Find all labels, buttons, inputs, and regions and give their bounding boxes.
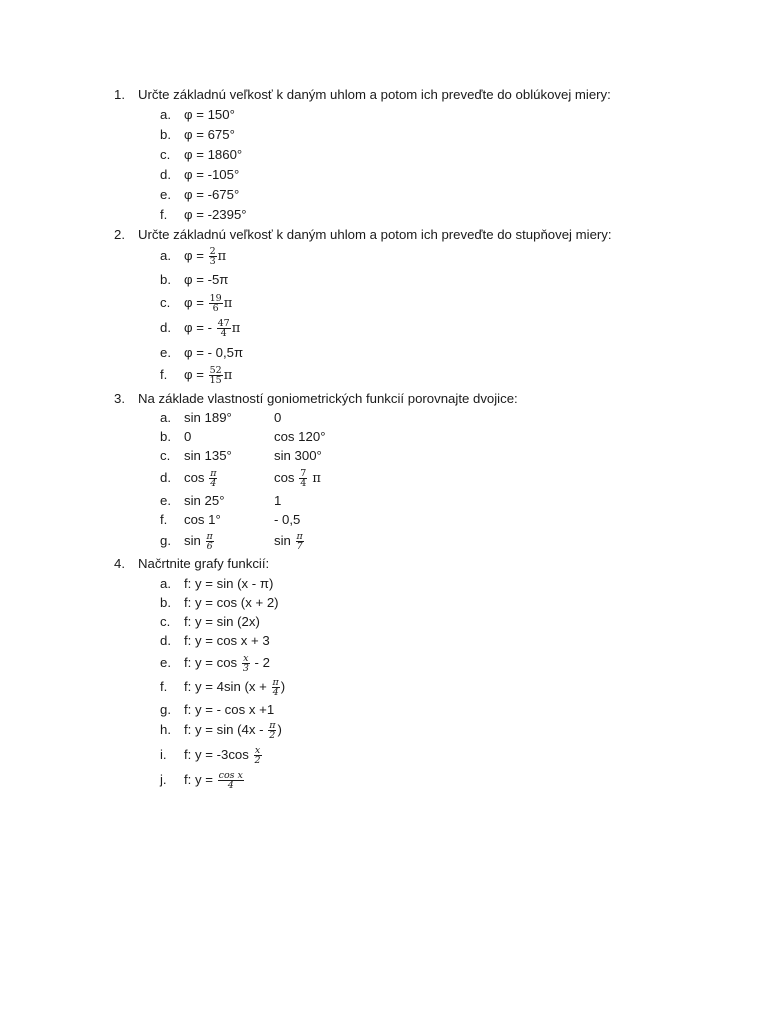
item-right: 1 bbox=[274, 493, 282, 508]
denominator: 3 bbox=[242, 663, 249, 675]
question-4 bbox=[114, 555, 269, 573]
item-label: a. bbox=[160, 410, 171, 425]
item-expr: φ = -105° bbox=[184, 167, 240, 182]
numerator: π bbox=[206, 531, 213, 543]
item-expr: φ = -2395° bbox=[184, 207, 247, 222]
item-expr-post: ) bbox=[277, 722, 282, 737]
item-expr-post: π bbox=[223, 368, 233, 383]
item-label: g. bbox=[160, 533, 171, 548]
fraction bbox=[217, 319, 231, 338]
denominator: 7 bbox=[296, 541, 303, 553]
numerator: cos x bbox=[218, 770, 243, 782]
item-left: 0 bbox=[184, 429, 192, 444]
fraction bbox=[242, 654, 250, 673]
item-expr-pre: f: y = -3cos bbox=[184, 747, 253, 762]
item-label: i. bbox=[160, 747, 167, 762]
item-expr-pre: f: y = sin (4x - bbox=[184, 722, 268, 737]
fraction bbox=[209, 247, 217, 266]
item-label: b. bbox=[160, 429, 171, 444]
denominator: 2 bbox=[254, 755, 261, 767]
item-left: sin 25° bbox=[184, 493, 225, 508]
fraction bbox=[268, 721, 276, 740]
item-label: d. bbox=[160, 633, 171, 648]
item-label: e. bbox=[160, 187, 171, 202]
item-label: d. bbox=[160, 470, 171, 485]
item-label: e. bbox=[160, 345, 171, 360]
item-expr: f: y = cos (x + 2) bbox=[184, 595, 279, 610]
question-text: Na základe vlastností goniometrických funkcií porovnajte dvojice: bbox=[138, 391, 518, 406]
fraction bbox=[254, 746, 262, 765]
fraction bbox=[218, 771, 244, 790]
item-label: f. bbox=[160, 512, 168, 527]
fraction bbox=[296, 532, 304, 551]
numerator: π bbox=[269, 720, 276, 732]
item-expr: φ = - 0,5π bbox=[184, 345, 244, 360]
item-expr-post: ) bbox=[280, 679, 286, 694]
item-label: d. bbox=[160, 167, 171, 182]
item-label: f. bbox=[160, 207, 168, 222]
item-expr-post: π bbox=[231, 321, 241, 336]
numerator: x bbox=[254, 745, 261, 757]
item-expr-pre: φ = bbox=[184, 248, 208, 263]
numerator: 47 bbox=[217, 318, 230, 330]
item-expr-post: - 2 bbox=[250, 655, 270, 670]
item-expr: f: y = - cos x +1 bbox=[184, 702, 275, 717]
fraction bbox=[209, 469, 217, 488]
numerator: 7 bbox=[300, 468, 307, 480]
item-label: j. bbox=[160, 772, 167, 787]
item-expr-pre: f: y = bbox=[184, 772, 217, 787]
question-number: 3. bbox=[114, 391, 125, 406]
question-number: 4. bbox=[114, 556, 125, 571]
item-label: a. bbox=[160, 248, 171, 263]
denominator: 6 bbox=[206, 541, 213, 553]
denominator: 4 bbox=[272, 687, 279, 699]
item-right-pre: cos bbox=[274, 470, 299, 485]
fraction bbox=[209, 294, 223, 313]
item-expr-post: π bbox=[217, 249, 227, 264]
item-expr-pre: φ = - bbox=[184, 320, 216, 335]
item-expr-pre: f: y = 4sin (x + bbox=[184, 679, 271, 694]
item-left: sin 189° bbox=[184, 410, 232, 425]
item-label: b. bbox=[160, 272, 171, 287]
item-expr: φ = -675° bbox=[184, 187, 240, 202]
item-expr-pre: φ = bbox=[184, 367, 208, 382]
item-right: cos 120° bbox=[274, 429, 326, 444]
item-expr-pre: f: y = cos bbox=[184, 655, 241, 670]
item-expr: φ = 150° bbox=[184, 107, 235, 122]
numerator: 19 bbox=[209, 293, 222, 305]
numerator: π bbox=[272, 677, 279, 689]
denominator: 4 bbox=[300, 478, 307, 490]
item-label: b. bbox=[160, 127, 171, 142]
item-expr: φ = 675° bbox=[184, 127, 235, 142]
question-text: Určte základnú veľkosť k daným uhlom a potom ich preveďte do oblúkovej miery: bbox=[138, 87, 611, 102]
denominator: 3 bbox=[209, 256, 216, 268]
numerator: π bbox=[296, 531, 303, 543]
item-expr: f: y = cos x + 3 bbox=[184, 633, 270, 648]
item-expr: φ = 1860° bbox=[184, 147, 243, 162]
question-2 bbox=[114, 226, 612, 244]
item-expr: φ = -5π bbox=[184, 272, 229, 287]
question-text: Určte základnú veľkosť k daným uhlom a potom ich preveďte do stupňovej miery: bbox=[138, 227, 612, 242]
numerator: 2 bbox=[209, 246, 216, 258]
numerator: x bbox=[243, 653, 249, 665]
denominator: 2 bbox=[269, 730, 276, 742]
question-number: 1. bbox=[114, 87, 125, 102]
item-expr-post: π bbox=[223, 296, 233, 311]
item-expr-pre: φ = bbox=[184, 295, 208, 310]
denominator: 4 bbox=[220, 328, 227, 340]
item-left: sin 135° bbox=[184, 448, 232, 463]
question-1 bbox=[114, 86, 611, 104]
item-right: sin 300° bbox=[274, 448, 322, 463]
question-number: 2. bbox=[114, 227, 125, 242]
item-right: 0 bbox=[274, 410, 282, 425]
item-right-pre: sin bbox=[274, 533, 295, 548]
denominator: 15 bbox=[209, 375, 222, 387]
item-label: c. bbox=[160, 448, 171, 463]
question-3 bbox=[114, 390, 518, 408]
fraction bbox=[299, 469, 307, 488]
item-label: d. bbox=[160, 320, 171, 335]
fraction bbox=[209, 366, 223, 385]
item-expr: f: y = sin (2x) bbox=[184, 614, 260, 629]
question-text: Načrtnite grafy funkcií: bbox=[138, 556, 270, 571]
item-label: b. bbox=[160, 595, 171, 610]
item-left: cos 1° bbox=[184, 512, 221, 527]
fraction bbox=[206, 532, 214, 551]
item-label: c. bbox=[160, 614, 171, 629]
item-label: f. bbox=[160, 679, 168, 694]
numerator: π bbox=[210, 468, 217, 480]
item-right: - 0,5 bbox=[274, 512, 301, 527]
item-label: e. bbox=[160, 655, 171, 670]
item-label: e. bbox=[160, 493, 171, 508]
item-label: a. bbox=[160, 107, 171, 122]
item-right-post: π bbox=[308, 471, 321, 486]
item-label: g. bbox=[160, 702, 171, 717]
item-label: c. bbox=[160, 147, 171, 162]
item-label: f. bbox=[160, 367, 168, 382]
denominator: 4 bbox=[210, 478, 217, 490]
numerator: 52 bbox=[209, 365, 222, 377]
item-label: a. bbox=[160, 576, 171, 591]
fraction bbox=[272, 678, 280, 697]
item-left-pre: cos bbox=[184, 470, 209, 485]
denominator: 6 bbox=[212, 303, 219, 315]
item-left-pre: sin bbox=[184, 533, 205, 548]
item-label: h. bbox=[160, 722, 171, 737]
item-expr: f: y = sin (x - π) bbox=[184, 576, 274, 591]
item-label: c. bbox=[160, 295, 171, 310]
denominator: 4 bbox=[227, 780, 234, 792]
